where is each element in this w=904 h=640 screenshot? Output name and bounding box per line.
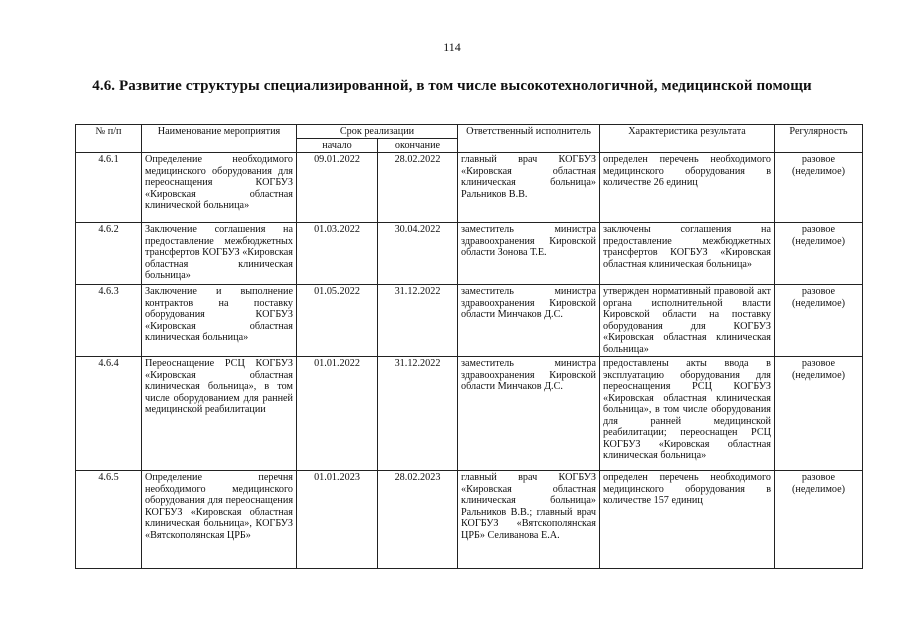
row-end: 31.12.2022 [378,285,458,357]
row-responsible: заместитель министра здравоохранения Кировской области Минчаков Д.С. [458,357,600,471]
row-responsible: заместитель министра здравоохранения Кировской области Минчаков Д.С. [458,285,600,357]
table-row [76,357,863,471]
row-regularity: разовое (неделимое) [775,471,863,569]
header-result: Характеристика результата [600,125,775,153]
page-number: 114 [443,40,461,54]
header-num: № п/п [76,125,142,153]
row-result: определен перечень необходимого медицинского оборудования в количестве 26 единиц [600,153,775,223]
header-responsible: Ответственный исполнитель [458,125,600,153]
row-end: 28.02.2023 [378,471,458,569]
row-start: 01.05.2022 [297,285,378,357]
row-num: 4.6.1 [76,153,142,223]
row-end: 31.12.2022 [378,357,458,471]
table-header-row [76,125,863,139]
table-row [76,153,863,223]
section-title: 4.6. Развитие структуры специализированной, в том числе высокотехнологичной, медицинской помощи [92,78,812,94]
row-num: 4.6.2 [76,223,142,285]
row-regularity: разовое (неделимое) [775,223,863,285]
row-name: Определение перечня необходимого медицинского оборудования для переоснащения КОГБУЗ «Кировская областная клиническая больница», КОГБУЗ «Вятскополянская ЦРБ» [142,471,297,569]
row-start: 09.01.2022 [297,153,378,223]
row-end: 30.04.2022 [378,223,458,285]
header-regularity: Регулярность [775,125,863,153]
row-num: 4.6.4 [76,357,142,471]
header-start: начало [297,139,378,153]
row-result: утвержден нормативный правовой акт органа исполнительной власти Кировской области на поставку оборудования для КОГБУЗ «Кировская областная клиническая больница» [600,285,775,357]
row-num: 4.6.5 [76,471,142,569]
table-row [76,471,863,569]
row-start: 01.01.2022 [297,357,378,471]
table-row [76,223,863,285]
row-end: 28.02.2022 [378,153,458,223]
activities-table [75,124,863,569]
row-start: 01.03.2022 [297,223,378,285]
row-responsible: главный врач КОГБУЗ «Кировская областная клиническая больница» Ральников В.В.; главный врач КОГБУЗ «Вятскополянская ЦРБ» Селиванова Е.А. [458,471,600,569]
table-row [76,285,863,357]
row-name: Переоснащение РСЦ КОГБУЗ «Кировская областная клиническая больница», в том числе оборудованием для ранней медицинской реабилитации [142,357,297,471]
row-regularity: разовое (неделимое) [775,153,863,223]
header-end: окончание [378,139,458,153]
row-responsible: заместитель министра здравоохранения Кировской области Зонова Т.Е. [458,223,600,285]
row-result: заключены соглашения на предоставление межбюджетных трансфертов КОГБУЗ «Кировская областная клиническая больница» [600,223,775,285]
row-name: Определение необходимого медицинского оборудования для переоснащения КОГБУЗ «Кировская областная клинической больница» [142,153,297,223]
row-result: предоставлены акты ввода в эксплуатацию оборудования для переоснащения РСЦ КОГБУЗ «Кировская областная клиническая больница», в том числе оборудования для ранней медицинской реабилитации; переоснащен РСЦ КОГБУЗ «Кировская областная клиническая больница» [600,357,775,471]
header-name: Наименование мероприятия [142,125,297,153]
row-start: 01.01.2023 [297,471,378,569]
row-regularity: разовое (неделимое) [775,285,863,357]
row-result: определен перечень необходимого медицинского оборудования в количестве 157 единиц [600,471,775,569]
row-num: 4.6.3 [76,285,142,357]
row-regularity: разовое (неделимое) [775,357,863,471]
row-name: Заключение и выполнение контрактов на поставку оборудования КОГБУЗ «Кировская областная клиническая больница» [142,285,297,357]
row-name: Заключение соглашения на предоставление межбюджетных трансфертов КОГБУЗ «Кировская областная клиническая больница» [142,223,297,285]
row-responsible: главный врач КОГБУЗ «Кировская областная клиническая больница» Ральников В.В. [458,153,600,223]
header-period: Срок реализации [297,125,458,139]
